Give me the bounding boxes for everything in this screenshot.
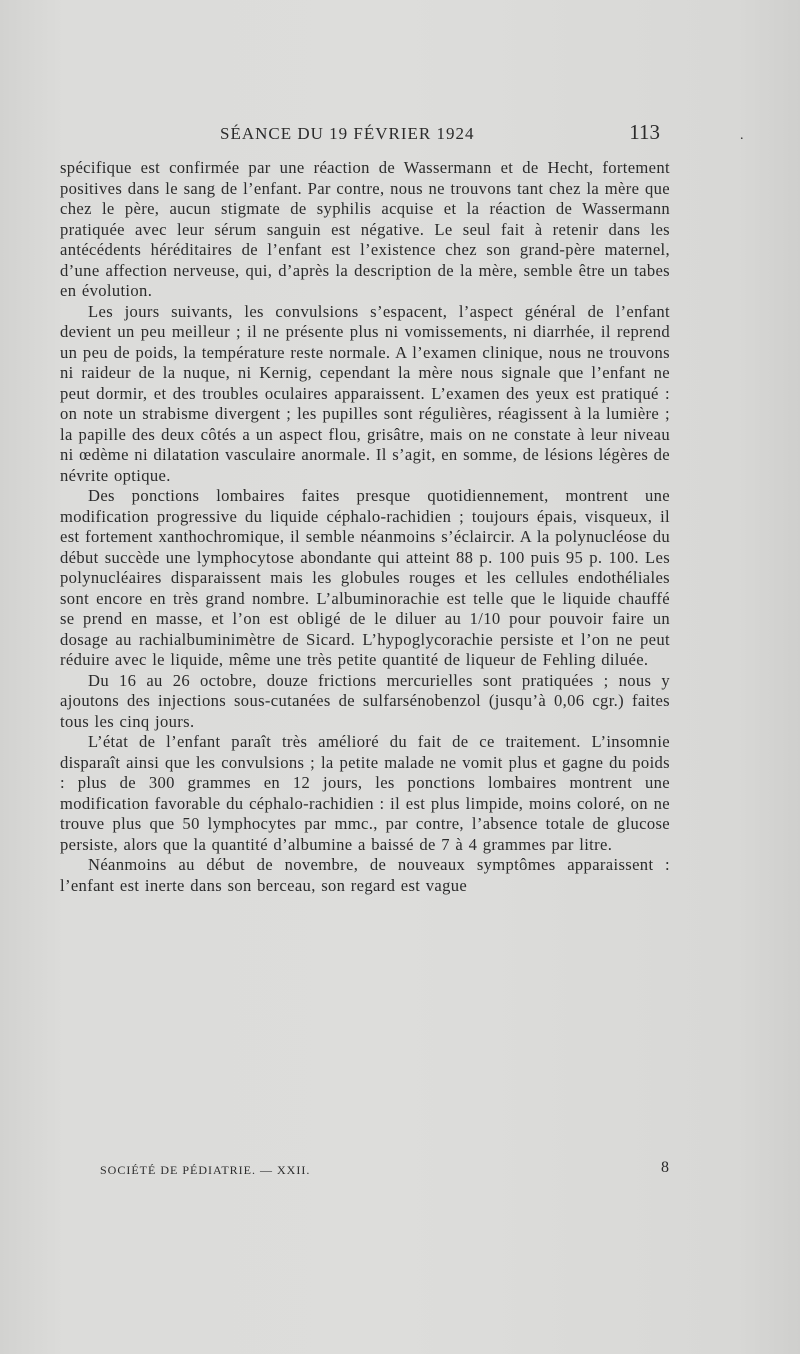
body-text — [60, 158, 670, 896]
page-footer — [100, 1159, 670, 1181]
paragraph-6: Néanmoins au début de novembre, de nouveaux symptômes apparaissent : l’enfant est inerte dans son berceau, son regard est vague — [60, 855, 670, 895]
paragraph-2: Les jours suivants, les convulsions s’espacent, l’aspect général de l’enfant devient un peu meilleur ; il ne présente plus ni vomissements, ni diarrhée, il reprend un peu de poids, la température reste normale. A l’examen clinique, nous ne trouvons ni raideur de la nuque, ni Kernig, cependant la mère nous signale que l’enfant ne peut dormir, et des troubles oculaires apparaissent. L’examen des yeux est pratiqué : on note un strabisme divergent ; les pupilles sont régulières, réagissent à la lumière ; la papille des deux côtés a un aspect flou, grisâtre, mais on ne constate à leur niveau ni œdème ni dilatation vasculaire anormale. Il s’agit, en somme, de lésions légères de névrite optique. — [60, 301, 670, 485]
running-head — [60, 120, 660, 150]
signature-mark: 8 — [661, 1159, 670, 1176]
running-title: SÉANCE DU 19 FÉVRIER 1924 — [220, 124, 475, 143]
paragraph-3: Des ponctions lombaires faites presque quotidiennement, montrent une modification progressive du liquide céphalo-rachidien ; toujours épais, visqueux, il est fortement xanthochromique, il semble néanmoins s’éclaircir. A la polynucléose du début succède une lymphocytose abondante qui atteint 88 p. 100 puis 95 p. 100. Les polynucléaires disparaissent mais les globules rouges et les cellules endothéliales sont encore en très grand nombre. L’albuminorachie est telle que le liquide chauffé se prend en masse, et l’on est obligé de le diluer au 1/10 pour pouvoir faire un dosage au rachialbuminimètre de Sicard. L’hypoglycorachie persiste et l’on ne peut réduire avec le liquide, même une très petite quantité de liqueur de Fehling diluée. — [60, 486, 670, 669]
society-line: SOCIÉTÉ DE PÉDIATRIE. — XXII. — [100, 1163, 311, 1177]
page-number: 113 — [629, 120, 660, 144]
paragraph-1: spécifique est confirmée par une réaction de Wassermann et de Hecht, fortement positives dans le sang de l’enfant. Par contre, nous ne trouvons tant chez la mère que chez le père, aucun stigmate de syphilis acquise et la réaction de Wassermann pratiquée avec leur sérum sanguin est négative. Le seul fait à retenir dans les antécédents héréditaires de l’enfant est l’existence chez son grand-père maternel, d’une affection nerveuse, qui, d’après la description de la mère, semble être un tabes en évolution. — [60, 158, 670, 300]
stray-mark: . — [740, 128, 744, 143]
paragraph-5: L’état de l’enfant paraît très amélioré du fait de ce traitement. L’insomnie disparaît ainsi que les convulsions ; la petite malade ne vomit plus et gagne du poids : plus de 300 grammes en 12 jours, les ponctions lombaires montrent une modification favorable du céphalo-rachidien : il est plus limpide, moins coloré, on ne trouve plus que 50 lymphocytes par mmc., par contre, l’absence totale de glucose persiste, alors que la quantité d’albumine a baissé de 7 à 4 grammes par litre. — [60, 732, 670, 854]
paragraph-4: Du 16 au 26 octobre, douze frictions mercurielles sont pratiquées ; nous y ajoutons des injections sous-cutanées de sulfarsénobenzol (jusqu’à 0,06 cgr.) faites tous les cinq jours. — [60, 670, 670, 731]
